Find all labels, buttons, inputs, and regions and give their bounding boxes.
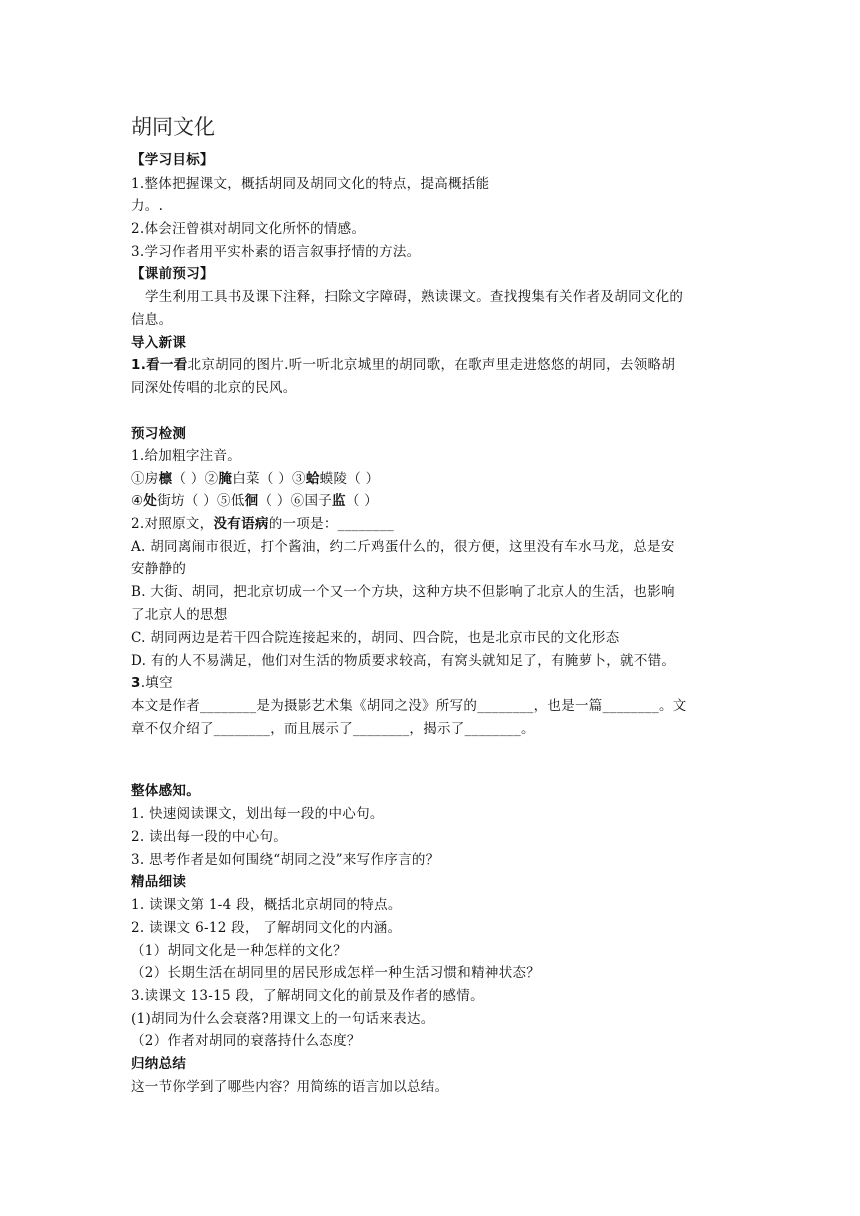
option-a-line-2: 安静静的	[131, 561, 187, 577]
option-b-line-2: 了北京人的思想	[131, 607, 228, 623]
overall-item-3: 3. 思考作者是如何围绕“胡同之没”来写作序言的？	[131, 852, 440, 868]
pinyin-item: ④处街坊（ ）	[131, 493, 218, 509]
check-question-2: 2.对照原文，没有语病的一项是：________	[131, 516, 395, 532]
preview-heading: 【课前预习】	[131, 266, 214, 282]
detail-heading: 精品细读	[131, 874, 187, 890]
overall-item-1: 1. 快速阅读课文，划出每一段的中心句。	[131, 806, 384, 822]
intro-line-1-rest: 北京胡同的图片.听一听北京城里的胡同歌，在歌声里走进悠悠的胡同，去领略胡	[187, 357, 676, 373]
pinyin-item: ⑤低徊（ ）	[217, 493, 291, 509]
option-d: D. 有的人不易满足，他们对生活的物质要求较高，有窝头就知足了，有腌萝卜，就不错。	[131, 653, 676, 669]
objective-item-1b: 力。.	[131, 198, 164, 214]
detail-sub-4: （2）作者对胡同的衰落持什么态度？	[131, 1033, 361, 1049]
intro-line-2: 同深处传唱的北京的民风。	[131, 380, 297, 396]
intro-line-1	[131, 355, 675, 375]
overall-item-2: 2. 读出每一段的中心句。	[131, 829, 288, 845]
summary-heading: 归纳总结	[131, 1056, 187, 1072]
pinyin-item: ①房檩（ ）	[131, 471, 205, 487]
detail-sub-1: （1）胡同文化是一种怎样的文化？	[131, 943, 347, 959]
option-a-line-1: A. 胡同离闹市很近，打个酱油，约二斤鸡蛋什么的，很方便，这里没有车水马龙，总是安	[131, 539, 675, 555]
pinyin-item: ②腌白菜（ ）	[204, 471, 293, 487]
pinyin-item: ③蛤蟆陵（ ）	[292, 471, 380, 487]
detail-sub-3: (1)胡同为什么会衰落?用课文上的一句话来表达。	[131, 1011, 435, 1027]
objective-item-1a: 1.整体把握课文，概括胡同及胡同文化的特点，提高概括能	[131, 176, 490, 192]
check-heading: 预习检测	[131, 426, 187, 442]
option-b-line-1: B. 大街、胡同，把北京切成一个又一个方块，这种方块不但影响了北京人的生活，也影响	[131, 584, 675, 600]
fill-blank-line-2: 章不仅介绍了________，而且展示了________，揭示了________。	[131, 721, 535, 737]
detail-sub-2: （2）长期生活在胡同里的居民形成怎样一种生活习惯和精神状态？	[131, 965, 541, 981]
objectives-heading: 【学习目标】	[131, 152, 214, 168]
overall-heading: 整体感知。	[131, 783, 200, 799]
pinyin-row-1	[131, 469, 379, 489]
detail-item-3: 3.读课文 13-15 段，了解胡同文化的前景及作者的感情。	[131, 988, 484, 1004]
pinyin-item: ⑥国子监（ ）	[290, 493, 379, 509]
preview-line-2: 信息。	[131, 312, 173, 328]
summary-line-1: 这一节你学到了哪些内容？用简练的语言加以总结。	[131, 1079, 449, 1095]
check-question-3: 3.填空	[131, 675, 173, 691]
objective-item-2: 2.体会汪曾祺对胡同文化所怀的情感。	[131, 221, 366, 237]
pinyin-row-2	[131, 491, 378, 511]
objective-item-3: 3.学习作者用平实朴素的语言叙事抒情的方法。	[131, 244, 421, 260]
option-c: C. 胡同两边是若干四合院连接起来的，胡同、四合院，也是北京市民的文化形态	[131, 630, 620, 646]
check-question-1: 1.给加粗字注音。	[131, 448, 242, 464]
intro-heading: 导入新课	[131, 335, 187, 351]
detail-item-2: 2. 读课文 6-12 段， 了解胡同文化的内涵。	[131, 920, 402, 936]
preview-line-1: 学生利用工具书及课下注释，扫除文字障碍，熟读课文。查找搜集有关作者及胡同文化的	[145, 289, 684, 305]
page-title: 胡同文化	[131, 115, 215, 139]
fill-blank-line-1: 本文是作者________是为摄影艺术集《胡同之没》所写的________，也是一篇________。文	[131, 698, 687, 714]
detail-item-1: 1. 读课文第 1-4 段，概括北京胡同的特点。	[131, 897, 402, 913]
intro-line-1-bold: 1.看一看	[131, 357, 188, 373]
